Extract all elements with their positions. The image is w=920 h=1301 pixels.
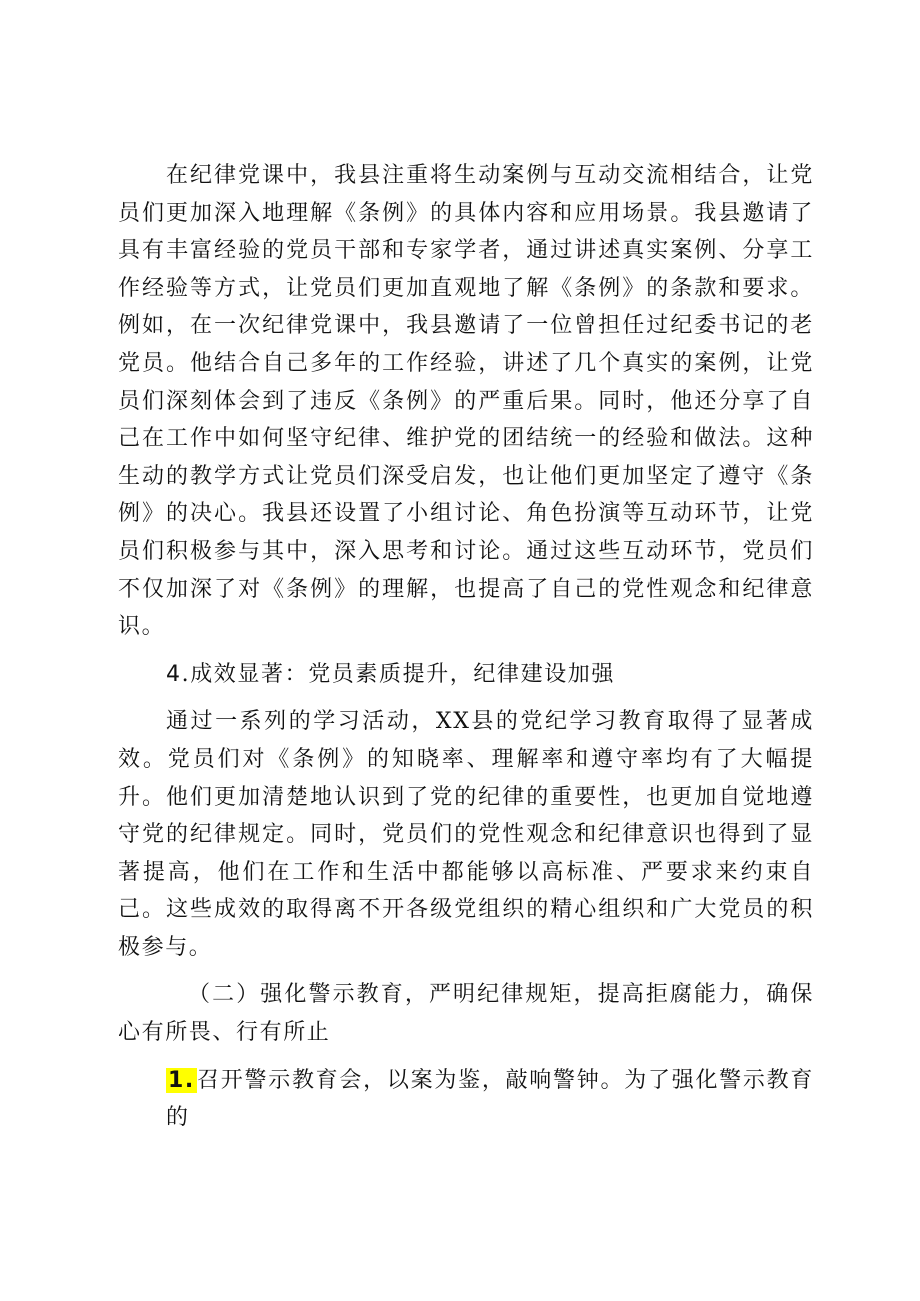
list-item-1-text: 召开警示教育会，以案为鉴，敲响警钟。为了强化警示教育的 (166, 1067, 814, 1131)
spacer (118, 966, 814, 976)
spacer (118, 646, 814, 656)
list-item-1 (118, 1062, 814, 1137)
highlighted-item-number: 1. (168, 1067, 195, 1093)
subheading-number: 4 (166, 661, 182, 687)
subheading-results (118, 656, 814, 694)
document-body (118, 157, 814, 1137)
spacer (118, 693, 814, 703)
section-heading-warning-education: （二）强化警示教育，严明纪律规矩，提高拒腐能力，确保心有所畏、行有所止 (118, 982, 814, 1046)
subheading-text: .成效显著：党员素质提升，纪律建设加强 (181, 661, 616, 687)
paragraph-discipline-lecture: 在纪律党课中，我县注重将生动案例与互动交流相结合，让党员们更加深入地理解《条例》的具体内容和应用场景。我县邀请了具有丰富经验的党员干部和专家学者，通过讲述真实案例、分享工作经验等方式，让党员们更加直观地了解《条例》的条款和要求。例如，在一次纪律党课中，我县邀请了一位曾担任过纪委书记的老党员。他结合自己多年的工作经验，讲述了几个真实的案例，让党员们深刻体会到了违反《条例》的严重后果。同时，他还分享了自己在工作中如何坚守纪律、维护党的团结统一的经验和做法。这种生动的教学方式让党员们深受启发，也让他们更加坚定了遵守《条例》的决心。我县还设置了小组讨论、角色扮演等互动环节，让党员们积极参与其中，深入思考和讨论。通过这些互动环节，党员们不仅加深了对《条例》的理解，也提高了自己的党性观念和纪律意识。 (118, 163, 814, 640)
spacer (118, 1052, 814, 1062)
paragraph-results: 通过一系列的学习活动，XX县的党纪学习教育取得了显著成效。党员们对《条例》的知晓率、理解率和遵守率均有了大幅提升。他们更加清楚地认识到了党的纪律的重要性，也更加自觉地遵守党的纪律规定。同时，党员们的党性观念和纪律意识也得到了显著提高，他们在工作和生活中都能够以高标准、严要求来约束自己。这些成效的取得离不开各级党组织的精心组织和广大党员的积极参与。 (118, 709, 814, 960)
